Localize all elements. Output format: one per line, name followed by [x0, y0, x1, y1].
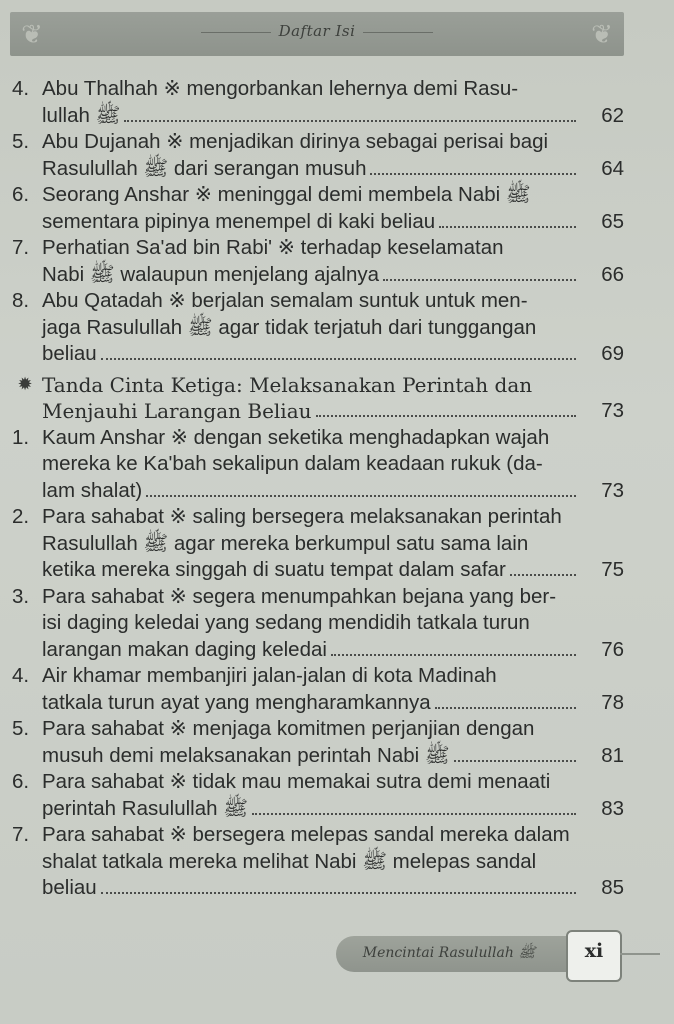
entry-text-line: Para sahabat ※ bersegera melepas sandal mereka dalam [42, 823, 570, 846]
entry-text-line: larangan makan daging keledai [42, 637, 327, 661]
section-heading [12, 372, 624, 425]
entry-number: 7. [12, 823, 30, 846]
entry-text-line: Seorang Anshar ※ meninggal demi membela Nabi ﷺ [42, 183, 531, 206]
entry-page-number: 78 [601, 690, 624, 714]
entry-text-line: shalat tatkala mereka melihat Nabi ﷺ melepas sandal [42, 849, 537, 873]
section-page-number: 73 [601, 399, 624, 422]
entry-text-line: Abu Dujanah ※ menjadikan dirinya sebagai perisai bagi [42, 130, 549, 153]
entry-page-number: 65 [601, 209, 624, 233]
dot-leader [454, 760, 576, 762]
toc-entry [12, 769, 624, 822]
dot-leader [331, 654, 576, 656]
entry-page-number: 66 [601, 262, 624, 286]
dot-leader [101, 892, 576, 894]
entry-text-line: musuh demi melaksanakan perintah Nabi ﷺ [42, 743, 450, 767]
entry-page-number: 62 [601, 103, 624, 127]
entry-text-line: Kaum Anshar ※ dengan seketika menghadapkan wajah [42, 425, 550, 449]
dot-leader [435, 707, 576, 709]
book-title: Mencintai Rasulullah ﷺ [362, 945, 536, 961]
entry-text-line: perintah Rasulullah ﷺ [42, 796, 248, 820]
entry-number: 5. [12, 717, 30, 740]
entry-page-number: 75 [601, 558, 624, 581]
entry-number: 2. [12, 505, 30, 528]
toc-entry [12, 182, 624, 235]
entry-text-line: Perhatian Sa'ad bin Rabi' ※ terhadap keselamatan [42, 236, 504, 259]
entry-text-line: jaga Rasulullah ﷺ agar tidak terjatuh dari tunggangan [42, 315, 537, 339]
entry-page-number: 69 [601, 342, 624, 365]
toc-entry [12, 76, 624, 129]
table-of-contents [12, 76, 624, 902]
dot-leader [101, 358, 576, 360]
dot-leader [370, 173, 576, 175]
entry-page-number: 83 [601, 796, 624, 820]
toc-entry [12, 425, 624, 505]
toc-entry [12, 822, 624, 902]
entry-page-number: 76 [601, 637, 624, 661]
header-banner [10, 12, 624, 56]
dot-leader [510, 574, 576, 576]
page-title: Daftar Isi [278, 22, 356, 40]
toc-entry [12, 716, 624, 769]
toc-entry [12, 235, 624, 288]
entry-page-number: 64 [601, 156, 624, 180]
toc-entry [12, 129, 624, 182]
entry-text-line: lam shalat) [42, 478, 143, 502]
dot-leader [252, 813, 576, 815]
entry-page-number: 85 [601, 876, 624, 899]
section-heading-line: Tanda Cinta Ketiga: Melaksanakan Perintah dan [42, 372, 533, 397]
entry-page-number: 81 [601, 743, 624, 767]
entry-text-line: Para sahabat ※ tidak mau memakai sutra demi menaati [42, 770, 551, 793]
toc-entry [12, 584, 624, 664]
entry-text-line: beliau [42, 876, 97, 899]
right-ornament-icon: ❦ [591, 19, 613, 49]
entry-text-line: Para sahabat ※ saling bersegera melaksanakan perintah [42, 505, 562, 528]
entry-number: 1. [12, 425, 30, 449]
entry-text-line: beliau [42, 342, 97, 365]
left-ornament-icon: ❦ [21, 19, 43, 49]
entry-text-line: ketika mereka singgah di suatu tempat dalam safar [42, 558, 506, 581]
entry-text-line: mereka ke Ka'bah sekalipun dalam keadaan rukuk (da- [42, 452, 543, 475]
entry-number: 8. [12, 289, 30, 312]
section-heading-line: Menjauhi Larangan Beliau [42, 399, 312, 423]
dot-leader [383, 279, 576, 281]
dot-leader [316, 415, 576, 417]
entry-text-line: Para sahabat ※ segera menumpahkan bejana yang ber- [42, 584, 557, 608]
toc-entry [12, 504, 624, 584]
sun-ornament-icon: ✹ [17, 373, 33, 395]
entry-text-line: sementara pipinya menempel di kaki beliau [42, 209, 436, 233]
entry-text-line: Rasulullah ﷺ dari serangan musuh [42, 156, 367, 180]
entry-text-line: Nabi ﷺ walaupun menjelang ajalnya [42, 262, 380, 286]
toc-entry [12, 663, 624, 716]
entry-number: 6. [12, 183, 30, 206]
entry-page-number: 73 [601, 478, 624, 502]
entry-text-line: Abu Thalhah ※ mengorbankan lehernya demi Rasu- [42, 77, 519, 100]
footer-rule [620, 953, 660, 955]
entry-number: 5. [12, 130, 30, 153]
entry-text-line: tatkala turun ayat yang mengharamkannya [42, 690, 431, 714]
dot-leader [146, 495, 576, 497]
entry-number: 6. [12, 770, 30, 793]
entry-text-line: Abu Qatadah ※ berjalan semalam suntuk untuk men- [42, 289, 528, 312]
entry-number: 7. [12, 236, 30, 259]
entry-text-line: lullah ﷺ [42, 103, 121, 127]
dot-leader [439, 226, 576, 228]
entry-number: 4. [12, 664, 30, 687]
page-number: xi [584, 940, 604, 962]
dot-leader [124, 120, 576, 122]
entry-text-line: isi daging keledai yang sedang mendidih tatkala turun [42, 611, 530, 634]
toc-entry [12, 288, 624, 368]
entry-text-line: Air khamar membanjiri jalan-jalan di kota Madinah [42, 664, 497, 687]
entry-text-line: Rasulullah ﷺ agar mereka berkumpul satu sama lain [42, 531, 529, 555]
entry-number: 3. [12, 584, 30, 608]
entry-number: 4. [12, 77, 30, 100]
entry-text-line: Para sahabat ※ menjaga komitmen perjanjian dengan [42, 717, 535, 740]
